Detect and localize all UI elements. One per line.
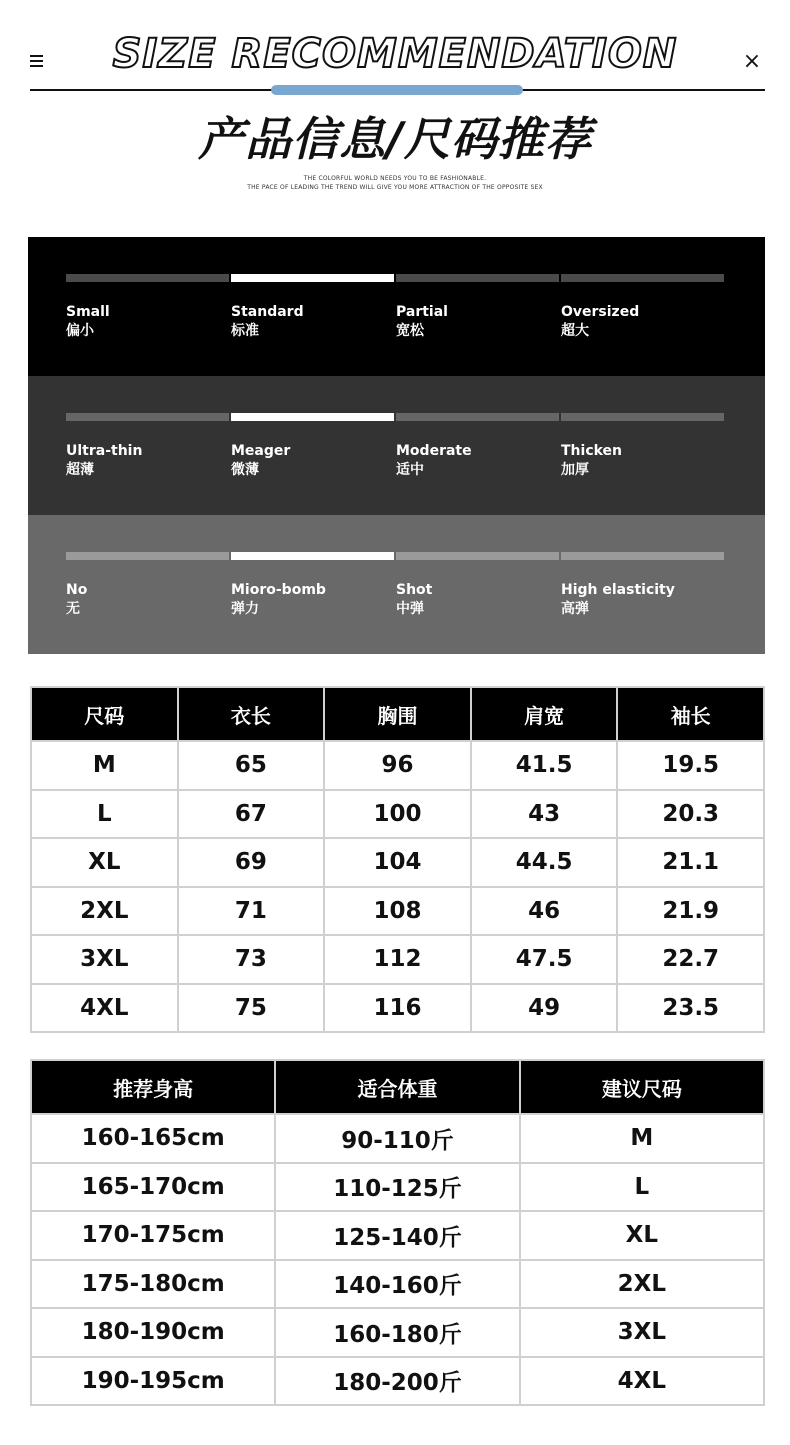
scale-option-cn: 标准: [231, 323, 259, 339]
table-cell: M: [520, 1114, 764, 1163]
scale-option-en: Shot: [396, 582, 433, 598]
fit-scale-thickness: [28, 376, 765, 515]
scale-option-cn: 加厚: [561, 462, 589, 478]
table-cell: 175-180cm: [31, 1260, 275, 1309]
scale-option-cn: 适中: [396, 462, 424, 478]
scale-option: [231, 303, 391, 341]
tagline-line-2: THE PACE OF LEADING THE TREND WILL GIVE YOU MORE ATTRACTION OF THE OPPOSITE SEX: [247, 184, 543, 191]
scale-option: [561, 581, 721, 619]
table-cell: L: [31, 790, 178, 839]
table-cell: 69: [178, 838, 325, 887]
table-cell: 3XL: [520, 1308, 764, 1357]
table-cell: 49: [471, 984, 618, 1033]
scale-option-en: Thicken: [561, 443, 623, 459]
scale-segment: [66, 413, 229, 421]
header-cell: 胸围: [324, 687, 471, 741]
header-cell: 建议尺码: [520, 1060, 764, 1114]
table-cell: 67: [178, 790, 325, 839]
tagline-line-1: THE COLORFUL WORLD NEEDS YOU TO BE FASHIONABLE.: [303, 175, 487, 182]
scale-option-cn: 超大: [561, 323, 589, 339]
scale-option-cn: 弹力: [231, 601, 259, 617]
header-cell: 尺码: [31, 687, 178, 741]
table-cell: 140-160斤: [275, 1260, 519, 1309]
scale-option-en: Meager: [231, 443, 291, 459]
header-cell: 袖长: [617, 687, 764, 741]
table-cell: 100: [324, 790, 471, 839]
table-row: [31, 984, 764, 1033]
scale-option-cn: 宽松: [396, 323, 424, 339]
table-row: [31, 1308, 764, 1357]
table-row: [31, 790, 764, 839]
header-cell: 适合体重: [275, 1060, 519, 1114]
scale-option: [396, 581, 556, 619]
table-cell: 20.3: [617, 790, 764, 839]
table-cell: 65: [178, 741, 325, 790]
header-cell: 衣长: [178, 687, 325, 741]
title-accent-bar: [271, 85, 523, 95]
table-header-row: [31, 1060, 764, 1114]
table-cell: 44.5: [471, 838, 618, 887]
scale-option-en: Partial: [396, 304, 448, 320]
scale-option: [231, 442, 391, 480]
size-recommendation-table: [30, 1059, 765, 1406]
table-row: [31, 741, 764, 790]
scale-option: [396, 303, 556, 341]
table-cell: 96: [324, 741, 471, 790]
table-header-row: [31, 687, 764, 741]
scale-segment: [231, 274, 394, 282]
scale-segment: [561, 552, 724, 560]
fit-scale-version: [28, 237, 765, 376]
table-cell: 160-180斤: [275, 1308, 519, 1357]
scale-option-cn: 高弹: [561, 601, 589, 617]
scale-option-en: Moderate: [396, 443, 472, 459]
table-cell: M: [31, 741, 178, 790]
table-row: [31, 1114, 764, 1163]
table-cell: 75: [178, 984, 325, 1033]
table-cell: 21.9: [617, 887, 764, 936]
scale-segment: [396, 413, 559, 421]
table-cell: 108: [324, 887, 471, 936]
table-cell: 46: [471, 887, 618, 936]
table-row: [31, 1211, 764, 1260]
scale-option: [396, 442, 556, 480]
scale-segment: [396, 552, 559, 560]
table-cell: 190-195cm: [31, 1357, 275, 1406]
scale-option-en: High elasticity: [561, 582, 675, 598]
table-row: [31, 935, 764, 984]
scale-option-cn: 中弹: [396, 601, 424, 617]
page-title: SIZE RECOMMENDATION: [112, 31, 678, 77]
scale-option-en: Mioro-bomb: [231, 582, 326, 598]
table-cell: XL: [520, 1211, 764, 1260]
table-cell: 23.5: [617, 984, 764, 1033]
page-subtitle: 产品信息/尺码推荐: [198, 112, 592, 166]
table-cell: 90-110斤: [275, 1114, 519, 1163]
table-cell: 73: [178, 935, 325, 984]
scale-option-en: Ultra-thin: [66, 443, 143, 459]
scale-option-cn: 无: [66, 601, 80, 617]
scale-option-en: Oversized: [561, 304, 640, 320]
header-cell: 肩宽: [471, 687, 618, 741]
scale-segment: [561, 274, 724, 282]
table-row: [31, 1357, 764, 1406]
table-cell: 4XL: [520, 1357, 764, 1406]
scale-option-en: No: [66, 582, 88, 598]
table-cell: 160-165cm: [31, 1114, 275, 1163]
scale-option: [66, 442, 226, 480]
scale-option: [561, 303, 721, 341]
table-cell: 125-140斤: [275, 1211, 519, 1260]
table-cell: 170-175cm: [31, 1211, 275, 1260]
scale-segment: [66, 552, 229, 560]
table-cell: 19.5: [617, 741, 764, 790]
scale-option: [231, 581, 391, 619]
table-cell: 47.5: [471, 935, 618, 984]
scale-segment: [561, 413, 724, 421]
table-cell: 43: [471, 790, 618, 839]
scale-segment: [66, 274, 229, 282]
table-cell: 2XL: [520, 1260, 764, 1309]
scale-option-cn: 偏小: [66, 323, 94, 339]
scale-segment: [396, 274, 559, 282]
table-row: [31, 887, 764, 936]
scale-segment: [231, 413, 394, 421]
table-cell: 71: [178, 887, 325, 936]
table-cell: 165-170cm: [31, 1163, 275, 1212]
table-cell: 110-125斤: [275, 1163, 519, 1212]
table-cell: 104: [324, 838, 471, 887]
table-cell: L: [520, 1163, 764, 1212]
scale-option: [561, 442, 721, 480]
scale-option-en: Small: [66, 304, 110, 320]
table-cell: 21.1: [617, 838, 764, 887]
header-cell: 推荐身高: [31, 1060, 275, 1114]
table-row: [31, 1260, 764, 1309]
scale-option-en: Standard: [231, 304, 304, 320]
table-row: [31, 838, 764, 887]
scale-option: [66, 303, 226, 341]
table-cell: 2XL: [31, 887, 178, 936]
table-cell: XL: [31, 838, 178, 887]
size-table: [30, 686, 765, 1033]
scale-option-cn: 超薄: [66, 462, 94, 478]
table-cell: 116: [324, 984, 471, 1033]
table-cell: 4XL: [31, 984, 178, 1033]
table-cell: 180-190cm: [31, 1308, 275, 1357]
close-icon[interactable]: ×: [742, 49, 762, 74]
table-cell: 3XL: [31, 935, 178, 984]
scale-option-cn: 微薄: [231, 462, 259, 478]
table-cell: 41.5: [471, 741, 618, 790]
scale-segment: [231, 552, 394, 560]
fit-scale-elasticity: [28, 515, 765, 654]
table-cell: 22.7: [617, 935, 764, 984]
scale-option: [66, 581, 226, 619]
table-cell: 180-200斤: [275, 1357, 519, 1406]
table-cell: 112: [324, 935, 471, 984]
table-row: [31, 1163, 764, 1212]
